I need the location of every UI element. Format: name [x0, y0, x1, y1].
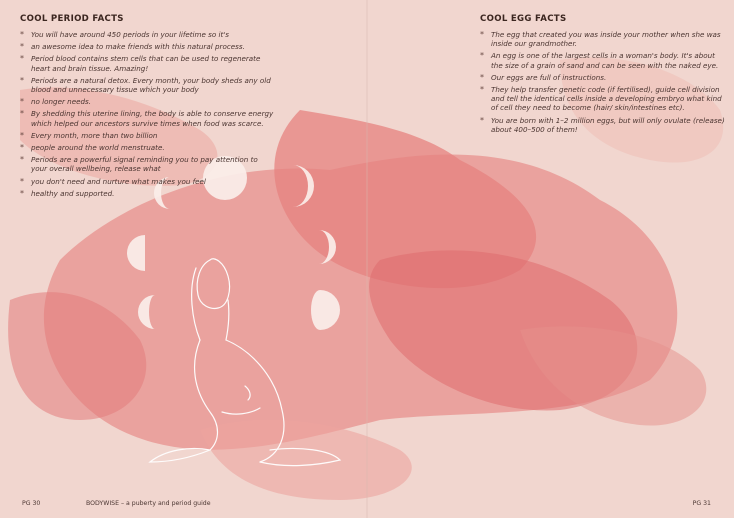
list-item: * people around the world menstruate. [20, 143, 165, 153]
running-title: BODYWISE – a puberty and period guide [86, 500, 211, 507]
crescent-moon-icon [319, 230, 336, 264]
bullet-star-icon: * [480, 30, 484, 39]
list-item: * You are born with 1–2 million eggs, but will only ovulate (release) about 400–500 of them! [480, 115, 725, 134]
list-item: * By shedding this uterine lining, the body is able to conserve energy which helped our ancestors survive times when food was scarce. [20, 109, 274, 128]
thin-crescent-moon-icon [138, 295, 155, 329]
list-item: * Periods are a natural detox. Every month, your body sheds any old blood and unnecessary tissue which your body [20, 75, 271, 95]
list-item: * You will have around 450 periods in your lifetime so it's [20, 30, 229, 39]
list-item: * no longer needs. [20, 97, 92, 107]
bullet-star-icon: * [20, 30, 24, 39]
bullet-star-icon: * [480, 115, 484, 125]
bullet-star-icon: * [20, 176, 24, 186]
seated-figure-line-art [150, 259, 340, 466]
period-facts-list [20, 30, 275, 198]
bullet-star-icon: * [20, 130, 24, 140]
list-item: * healthy and supported. [20, 188, 115, 198]
right-page-number: PG 31 [692, 500, 711, 507]
egg-facts-heading: COOL EGG FACTS [480, 14, 567, 24]
period-facts-heading: COOL PERIOD FACTS [20, 14, 124, 24]
bullet-star-icon: * [480, 51, 484, 61]
bullet-star-icon: * [20, 54, 24, 64]
list-item: * Period blood contains stem cells that can be used to regenerate heart and brain tissue. Amazing! [20, 54, 261, 73]
bullet-star-icon: * [20, 188, 24, 198]
list-item: * Every month, more than two billion [20, 130, 158, 140]
left-page-number: PG 30 [22, 500, 41, 507]
list-item: * you don't need and nurture what makes you feel [20, 176, 206, 186]
half-moon-icon [127, 235, 145, 271]
egg-facts-section [480, 14, 725, 137]
list-item: * An egg is one of the largest cells in a woman's body. It's about the size of a grain of sand and can be seen with the naked eye. [480, 51, 719, 70]
bullet-star-icon: * [480, 72, 484, 82]
gibbous-moon-icon [311, 290, 340, 330]
bullet-star-icon: * [480, 85, 484, 95]
list-item: * Our eggs are full of instructions. [480, 72, 607, 82]
list-item: * Periods are a powerful signal reminding you to pay attention to your overall wellbeing, release what [20, 155, 258, 174]
bullet-star-icon: * [20, 75, 24, 85]
list-item: * The egg that created you was inside your mother when she was inside our grandmother. [480, 30, 721, 49]
list-item: * They help transfer genetic code (if fertilised), guide cell division and tell the identical cells inside a developing embryo what kind of cell they need to become (hair/ skin/intestines etc). [480, 85, 722, 113]
bullet-star-icon: * [20, 109, 24, 119]
bullet-star-icon: * [20, 143, 24, 153]
period-facts-section [20, 14, 275, 201]
bullet-star-icon: * [20, 97, 24, 107]
bullet-star-icon: * [20, 42, 24, 52]
list-item: * an awesome idea to make friends with this natural process. [20, 42, 245, 52]
waning-moon-icon [293, 165, 314, 207]
bullet-star-icon: * [20, 155, 24, 165]
egg-facts-list [480, 30, 725, 134]
